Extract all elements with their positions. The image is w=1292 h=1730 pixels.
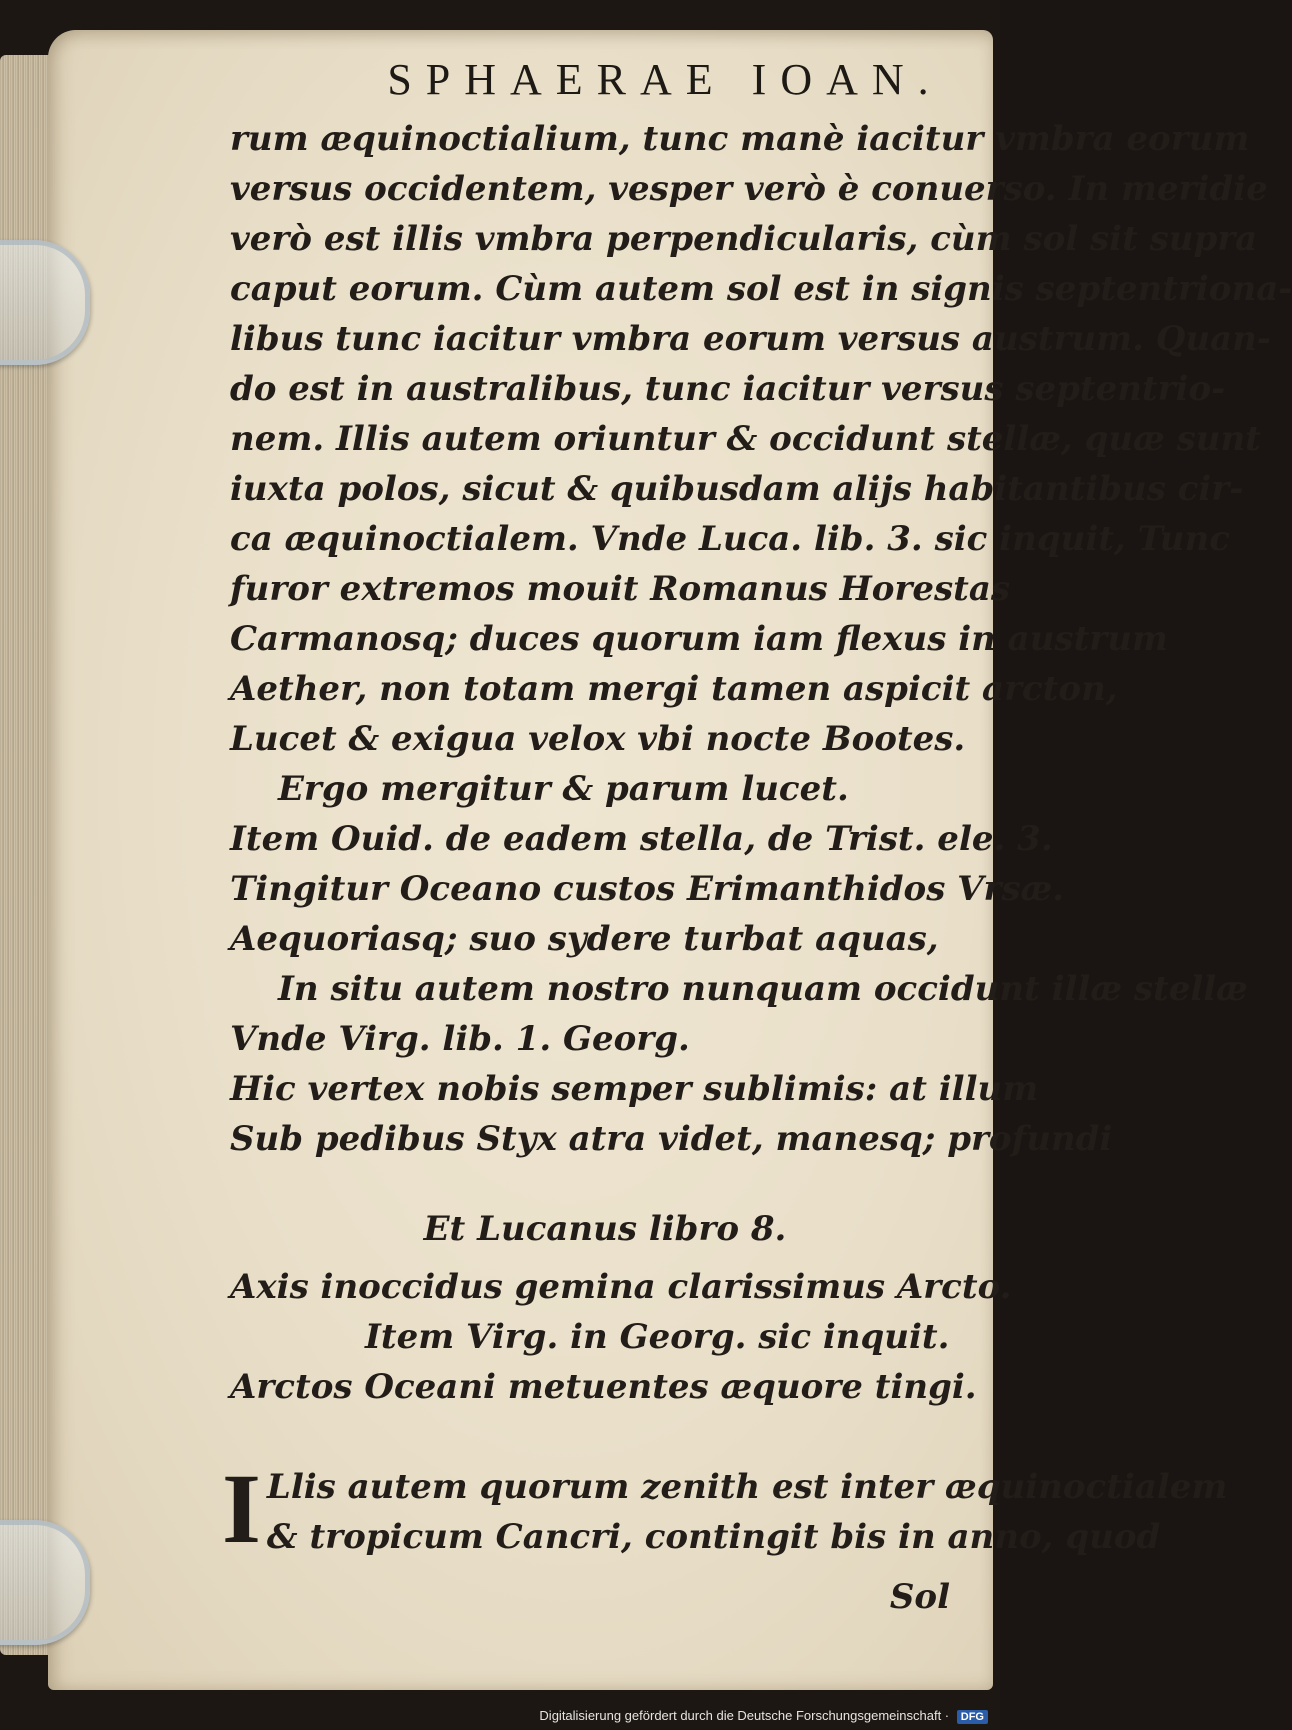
drop-cap-initial: I [222,1453,261,1564]
text-line-ergo: Ergo mergitur & parum lucet. [278,769,849,809]
verse-line: Sub pedibus Styx atra videt, manesq; profundi [230,1119,1113,1159]
verse-line: Carmanosq; duces quorum iam flexus in austrum [230,619,1168,659]
verse-line: Lucet & exigua velox vbi nocte Bootes. [230,719,966,759]
text-line: nem. Illis autem oriuntur & occidunt stellæ, quæ sunt [230,419,1261,459]
verse-line-axis: Axis inoccidus gemina clarissimus Arcto. [230,1267,1012,1307]
text-line: verò est illis vmbra perpendicularis, cùm sol sit supra [230,219,1258,259]
dfg-logo-icon: DFG [957,1710,988,1724]
verse-line: Hic vertex nobis semper sublimis: at illum [230,1069,1039,1109]
text-line: do est in australibus, tunc iacitur versus septentrio- [230,369,1226,409]
text-line: Llis autem quorum zenith est inter æquinoctialem [266,1467,1228,1507]
paragraph-illis [222,1453,1228,1564]
text-line: caput eorum. Cùm autem sol est in signis septentriona- [230,269,1292,309]
verse-line-arctos: Arctos Oceani metuentes æquore tingi. [230,1367,977,1407]
text-line: iuxta polos, sicut & quibusdam alijs habitantibus cir- [230,469,1244,509]
paragraph-gap [230,1412,980,1462]
text-line: ca æquinoctialem. Vnde Luca. lib. 3. sic inquit, Tunc [230,519,1230,559]
verse-line: Tingitur Oceano custos Erimanthidos Vrsæ. [230,869,1065,909]
verse-line: Aequoriasq; suo sydere turbat aquas, [230,919,939,959]
text-line-item-virg: Item Virg. in Georg. sic inquit. [365,1317,950,1357]
text-line: rum æquinoctialium, tunc manè iacitur vmbra eorum [230,119,1250,159]
text-line: libus tunc iacitur vmbra eorum versus austrum. Quan- [230,319,1271,359]
text-line: Item Ouid. de eadem stella, de Trist. ele. 3. [230,819,1053,859]
footer-text: Digitalisierung gefördert durch die Deutsche Forschungsgemeinschaft · [539,1708,950,1724]
running-head: SPHAERAE IOAN. [387,55,943,104]
catchword: Sol [889,1577,950,1617]
section-heading-lucanus: Et Lucanus libro 8. [423,1209,787,1249]
text-line: Vnde Virg. lib. 1. Georg. [230,1019,690,1059]
text-line-insitu: In situ autem nostro nunquam occidunt illæ stellæ [278,969,1248,1009]
text-line: versus occidentem, vesper verò è conuerso. In meridie [230,169,1268,209]
text-line: & tropicum Cancri, contingit bis in anno, quod [266,1517,1161,1557]
digitization-credit [539,1708,988,1724]
verse-line: Aether, non totam mergi tamen aspicit arcton, [230,669,1118,709]
verse-line: furor extremos mouit Romanus Horestas [230,569,1011,609]
page-text [222,50,1292,1622]
